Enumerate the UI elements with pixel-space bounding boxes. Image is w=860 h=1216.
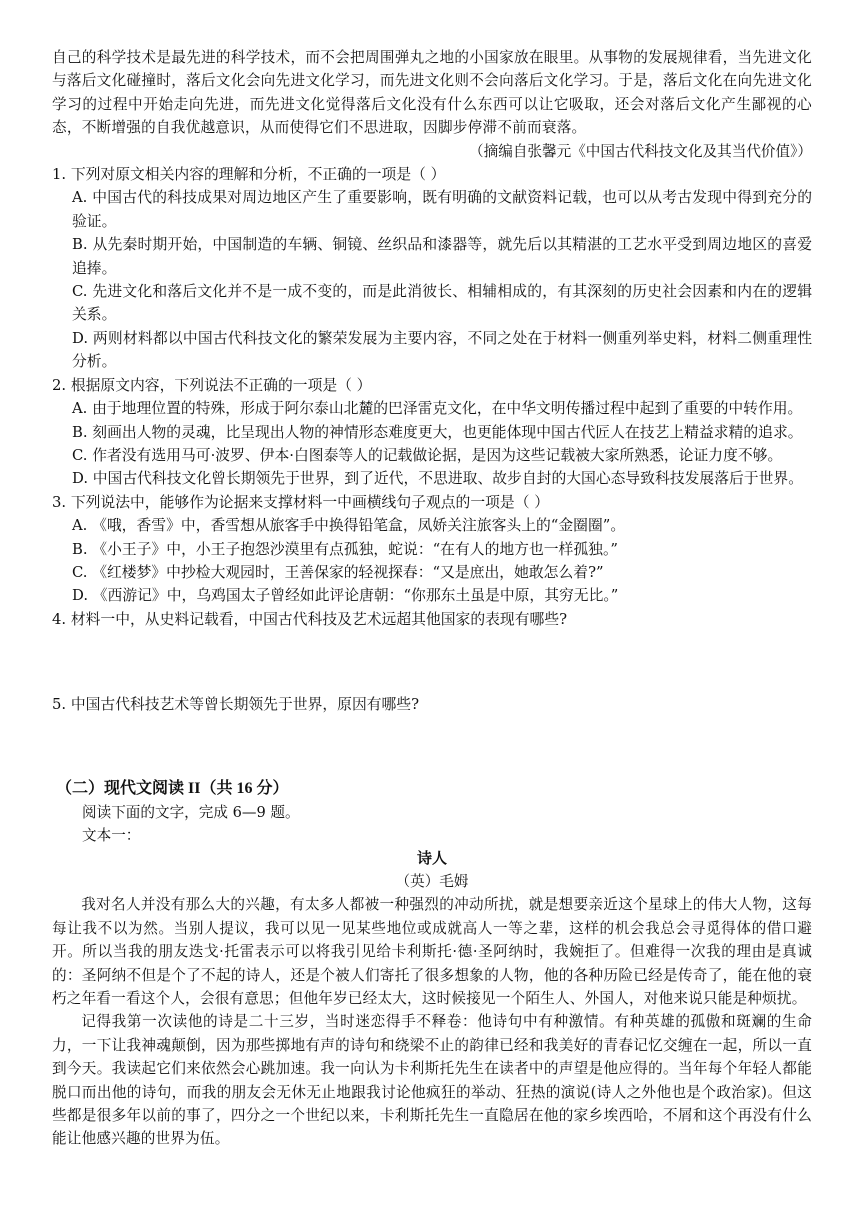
poem-title: 诗人 xyxy=(416,849,447,868)
section-instruction: 阅读下面的文字，完成 6—9 题。 xyxy=(82,803,300,821)
passage-source: （摘编自张馨元《中国古代科技文化及其当代价值》） xyxy=(469,142,812,160)
option-d: D. 中国古代科技文化曾长期领先于世界，到了近代，不思进取、故步自封的大国心态导致科技发展落后于世界。 xyxy=(72,470,803,488)
question-5 xyxy=(52,693,812,776)
option-a: A. 由于地理位置的特殊，形成于阿尔泰山北麓的巴泽雷克文化，在中华文明传播过程中起到了重要的中转作用。 xyxy=(72,400,803,418)
option-b: B. 从先秦时期开始，中国制造的车辆、铜镜、丝织品和漆器等，就先后以其精湛的工艺水平受到周边地区的喜爱追捧。 xyxy=(72,236,812,277)
question-stem: 1. 下列对原文相关内容的理解和分析，不正确的一项是（ ） xyxy=(52,166,446,184)
passage-paragraph: 自己的科学技术是最先进的科学技术，而不会把周围弹丸之地的小国家放在眼里。从事物的发展规律看，当先进文化与落后文化碰撞时，落后文化会向先进文化学习，而先进文化则不会向落后文化学习。于是，落后文化在向先进文化学习的过程中开始走向先进，而先进文化觉得落后文化没有什么东西可以让它吸取，还会对落后文化产生鄙视的心态，不断增强的自我优越意识，从而使得它们不思进取，因脚步停滞不前而衰落。 xyxy=(52,49,812,137)
option-d: D. 两则材料都以中国古代科技文化的繁荣发展为主要内容，不同之处在于材料一侧重列举史料，材料二侧重理性分析。 xyxy=(72,329,812,371)
answer-space xyxy=(52,631,812,693)
author-line: （英）毛姆 xyxy=(395,873,469,891)
question-1 xyxy=(52,163,812,374)
section-title: （二）现代文阅读 II（共 16 分） xyxy=(56,779,289,797)
question-2 xyxy=(52,374,812,491)
text-label: 文本一： xyxy=(82,826,141,844)
section-2 xyxy=(52,777,812,1151)
option-c: C. 先进文化和落后文化并不是一成不变的，而是此消彼长、相辅相成的，有其深刻的历史社会因素和内在的逻辑关系。 xyxy=(72,283,812,324)
option-a: A. 《哦，香雪》中，香雪想从旅客手中换得铅笔盒，凤娇关注旅客头上的“金圈圈”。 xyxy=(72,517,626,535)
question-stem: 2. 根据原文内容，下列说法不正确的一项是（ ） xyxy=(52,376,372,394)
question-stem: 4. 材料一中，从史料记载看，中国古代科技及艺术远超其他国家的表现有哪些? xyxy=(52,610,568,628)
option-c: C. 作者没有选用马可·波罗、伊本·白图泰等人的记载做论据，是因为这些记载被大家所熟悉，论证力度不够。 xyxy=(72,446,783,464)
question-4 xyxy=(52,608,812,693)
question-3 xyxy=(52,491,812,608)
question-stem: 3. 下列说法中，能够作为论据来支撑材料一中画横线句子观点的一项是（ ） xyxy=(52,493,550,511)
question-stem: 5. 中国古代科技艺术等曾长期领先于世界，原因有哪些? xyxy=(52,696,420,714)
document-page xyxy=(52,46,812,1151)
option-b: B. 《小王子》中，小王子抱怨沙漠里有点孤独，蛇说：“在有人的地方也一样孤独。” xyxy=(72,540,618,558)
option-d: D. 《西游记》中，乌鸡国太子曾经如此评论唐朝：“你那东土虽是中原，其穷无比。” xyxy=(72,587,619,605)
option-a: A. 中国古代的科技成果对周边地区产生了重要影响，既有明确的文献资料记载，也可以从考古发现中得到充分的验证。 xyxy=(72,189,812,230)
answer-space xyxy=(52,717,812,777)
option-b: B. 刻画出人物的灵魂，比呈现出人物的神情形态难度更大，也更能体现中国古代匠人在技艺上精益求精的追求。 xyxy=(72,423,803,441)
option-c: C. 《红楼梦》中抄检大观园时，王善保家的轻视探春：“又是庶出，她敢怎么着?” xyxy=(72,563,604,581)
body-paragraph: 记得我第一次读他的诗是二十三岁，当时迷恋得手不释卷：他诗句中有种激情。有种英雄的孤傲和斑斓的生命力，一下让我神魂颠倒，因为那些掷地有声的诗句和绕梁不止的韵律已经和我美好的青春记忆交缠在一起，所以一直到今天。我读起它们来依然会心跳加速。我一向认为卡利斯托先生在读者中的声望是他应得的。当年每个年轻人都能脱口而出他的诗句，而我的朋友会无休无止地跟我讨论他疯狂的举动、狂热的演说(诗人之外他也是个政治家)。但这些都是很多年以前的事了，四分之一个世纪以来，卡利斯托先生一直隐居在他的家乡埃西哈，不屑和这个再没有什么能让他感兴趣的世界为伍。 xyxy=(52,1013,812,1148)
body-paragraph: 我对名人并没有那么大的兴趣，有太多人都被一种强烈的冲动所扰，就是想要亲近这个星球上的伟大人物，这每每让我不以为然。当别人提议，我可以见一见某些地位或成就高人一等之辈，这样的机会我总会寻觅得体的借口避开。所以当我的朋友迭戈·托雷表示可以将我引见给卡利斯托·德·圣阿纳时，我婉拒了。但难得一次我的理由是真诚的：圣阿纳不但是个了不起的诗人，还是个被人们寄托了很多想象的人物，他的各种历险已经是传奇了，能在他的衰朽之年看一看这个人，会很有意思；但他年岁已经太大，这时候接见一个陌生人、外国人，对他来说只能是种烦扰。 xyxy=(52,896,812,1007)
